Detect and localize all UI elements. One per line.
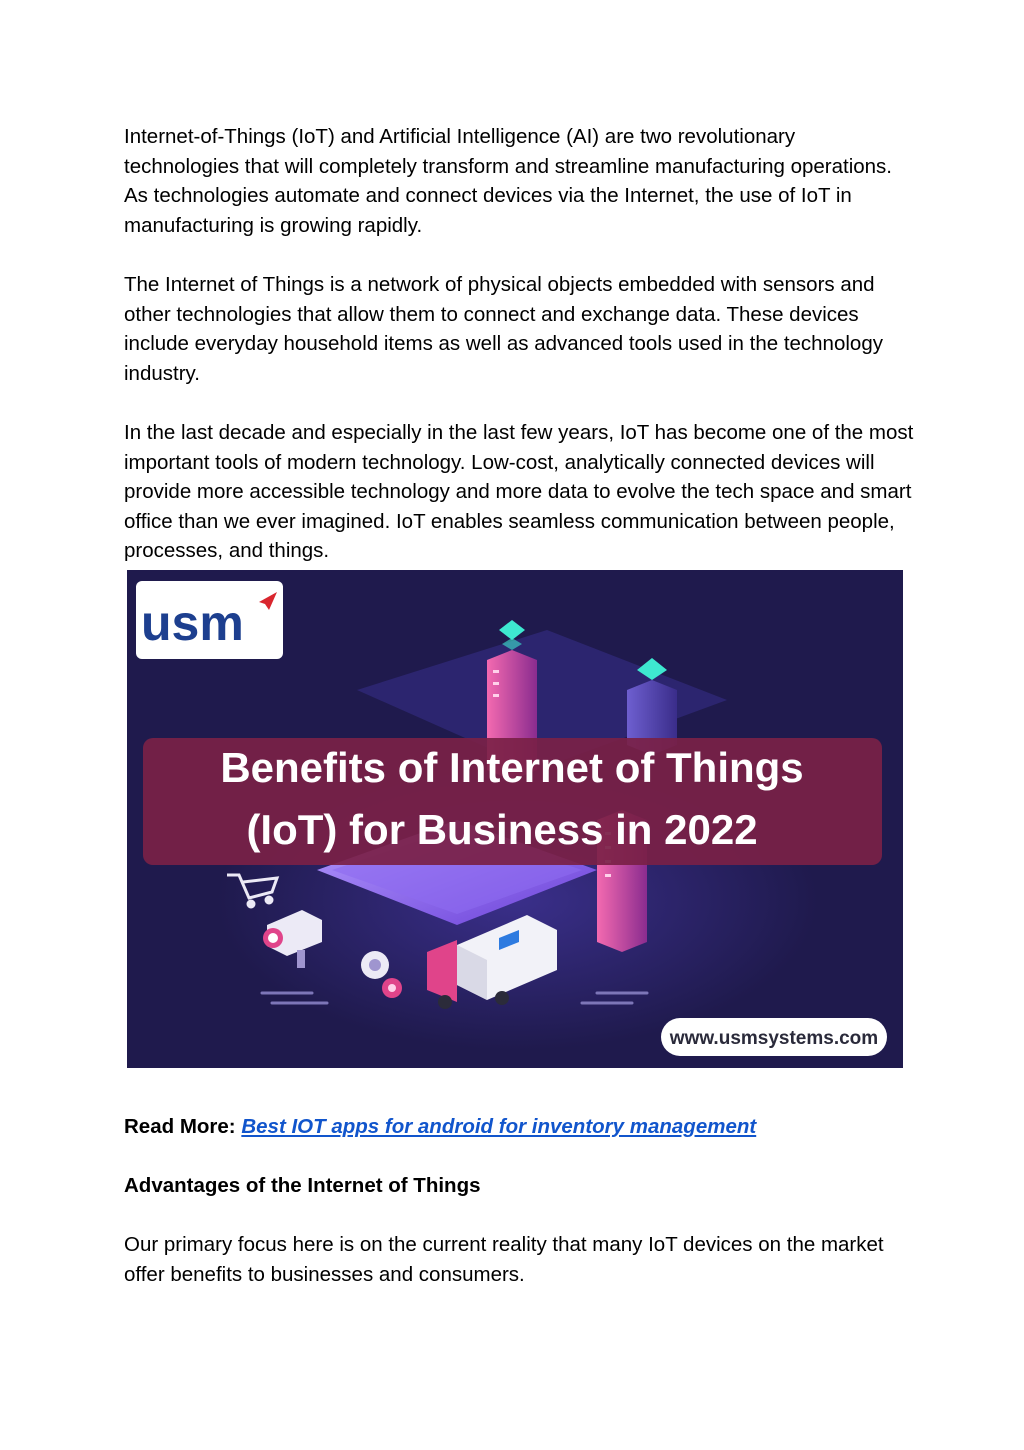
iot-definition-paragraph: The Internet of Things is a network of physical objects embedded with sensors and other technologies that allow them to connect and exchange data. These devices include everyday household items as well as advanced tools used in the technology industry. [124,273,883,385]
section-heading: Advantages of the Internet of Things [124,1174,481,1197]
read-more-label: Read More: [124,1115,236,1138]
banner-title-line2: (IoT) for Business in 2022 [246,806,758,853]
banner-title-line1: Benefits of Internet of Things [220,744,804,791]
banner-website-url: www.usmsystems.com [669,1028,879,1049]
read-more-line [124,1112,914,1142]
svg-text:usm: usm [141,595,244,651]
usm-logo [136,581,283,659]
article-banner-image [127,570,903,1068]
advantages-paragraph: Our primary focus here is on the current reality that many IoT devices on the market offer benefits to businesses and consumers. [124,1233,884,1286]
iot-importance-paragraph: In the last decade and especially in the last few years, IoT has become one of the most important tools of modern technology. Low-cost, analytically connected devices will provide more accessible technology and more data to evolve the tech space and smart office than we ever imagined. IoT enables seamless communication between people, processes, and things. [124,421,914,563]
intro-paragraph: Internet-of-Things (IoT) and Artificial Intelligence (AI) are two revolutionary technologies that will completely transform and streamline manufacturing operations. As technologies automate and connect devices via the Internet, the use of IoT in manufacturing is growing rapidly. [124,125,892,237]
read-more-link[interactable]: Best IOT apps for android for inventory management [241,1115,757,1138]
